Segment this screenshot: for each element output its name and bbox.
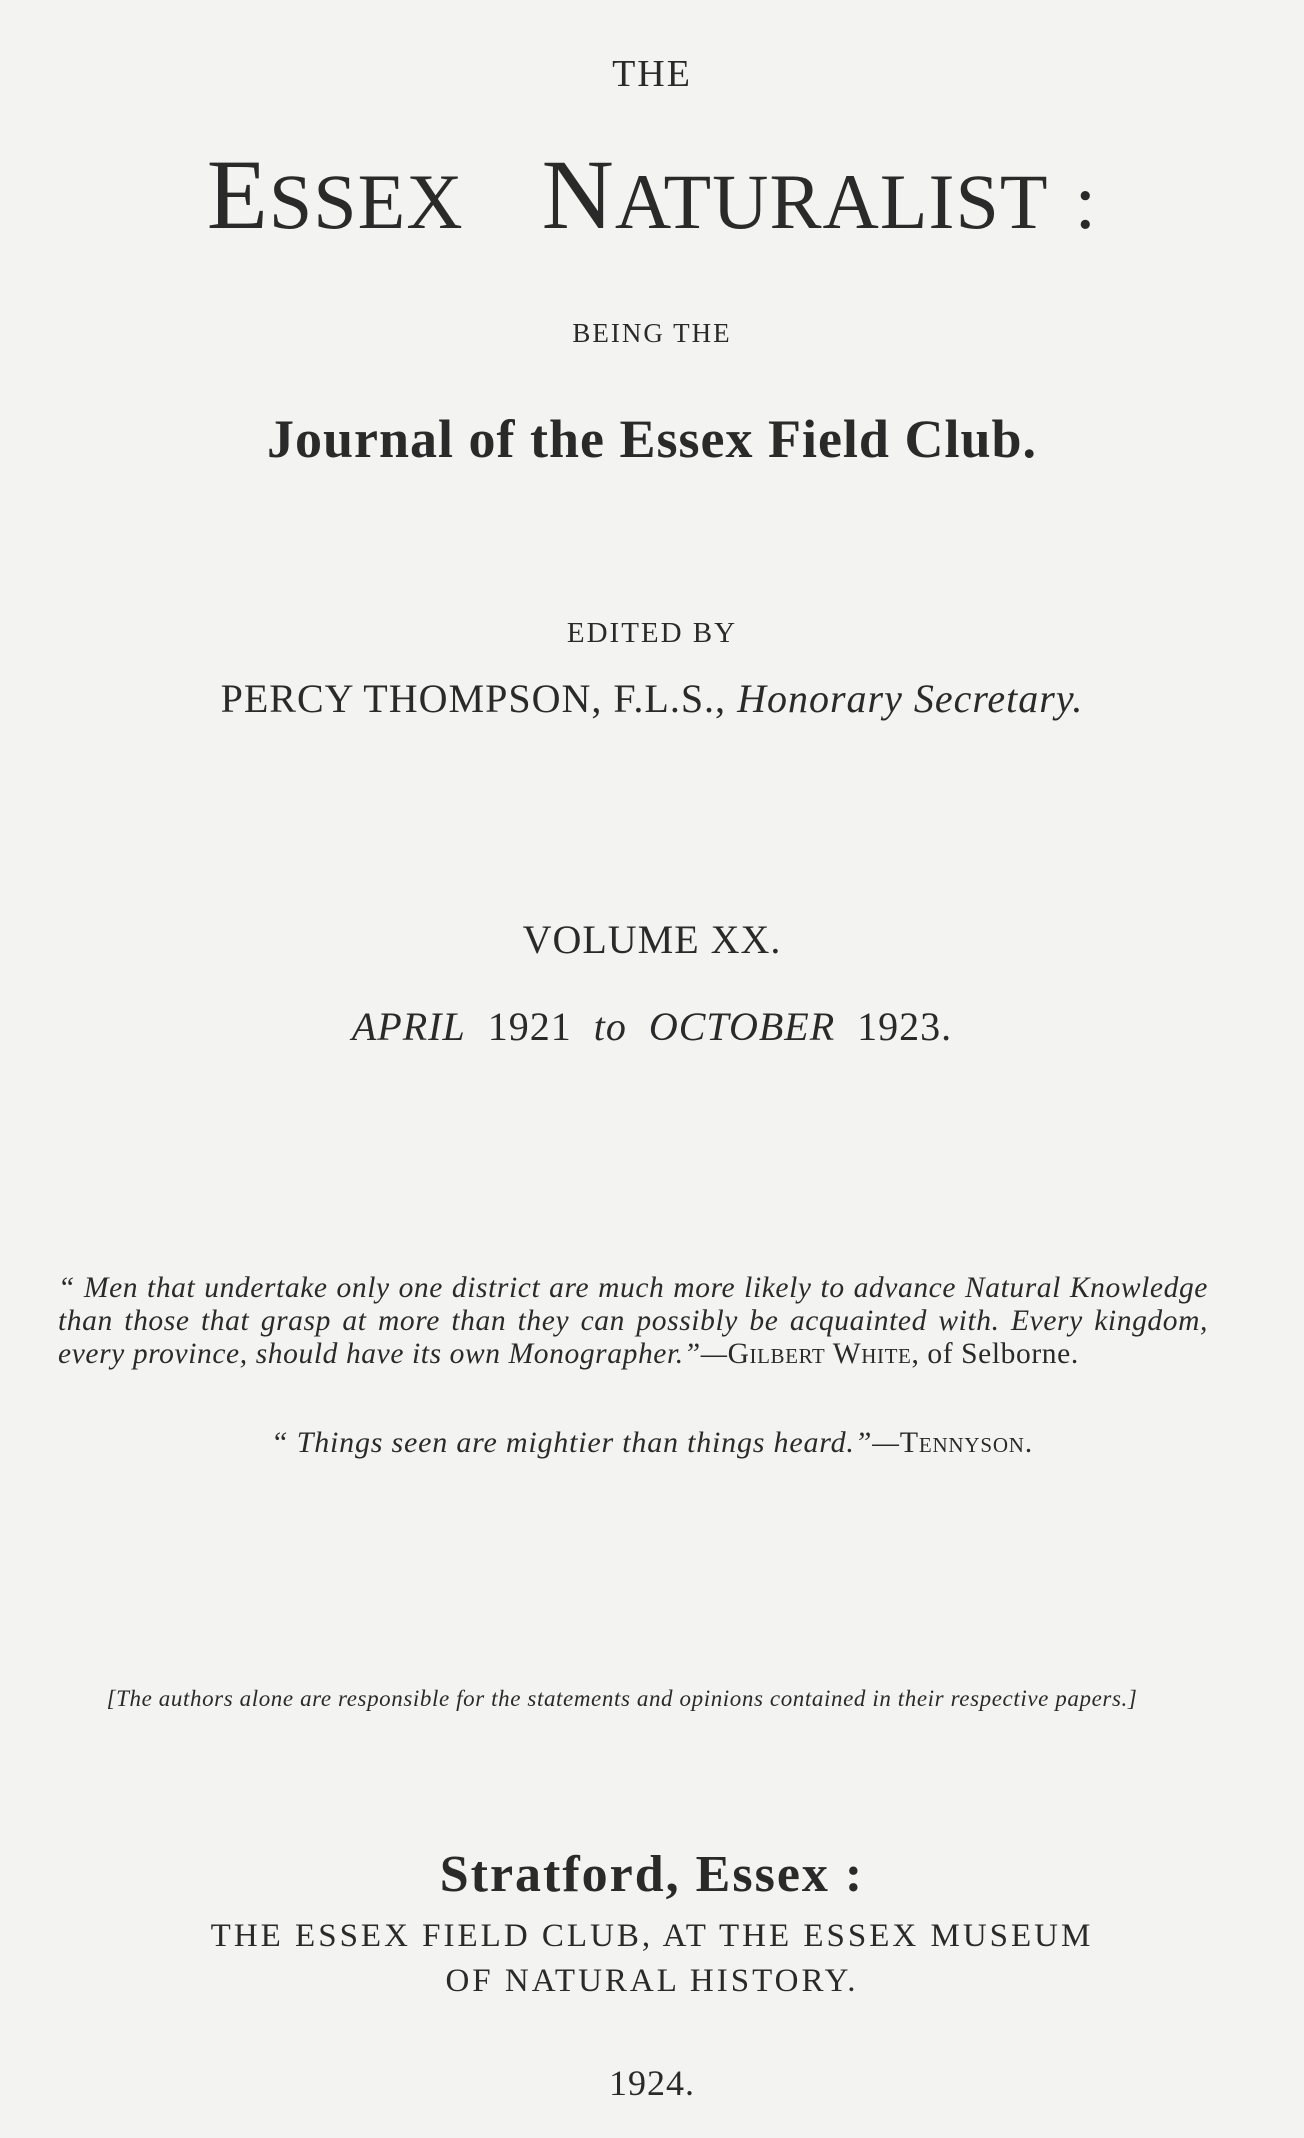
volume-label: VOLUME XX. [522,917,782,962]
tennyson-quote [0,1426,1304,1460]
publisher-line-2: OF NATURAL HISTORY. [445,1963,859,1999]
start-year: 1921 [487,1004,572,1049]
title-word-essex: SSEX [268,158,464,245]
title-word-naturalist: ATURALIST [614,158,1049,245]
editor-line [0,675,1304,722]
journal-subtitle: Journal of the Essex Field Club. [266,409,1038,469]
editor-name: PERCY THOMPSON, F.L.S., [220,676,727,721]
edited-by: EDITED BY [566,617,738,649]
journal-title [0,140,1304,250]
white-quote-text: “ Men that undertake only one district are much more likely to advance Natural Knowledge than those that grasp at more than they can possibly be acquainted with. Every kingdom, every province, should have its own Monographer.”— [58,1272,1208,1370]
tennyson-quote-text: “ Things seen are mightier than things heard.”— [270,1426,900,1459]
title-initial-e: E [206,139,269,250]
white-quote-author: Gilbert White, [727,1338,920,1370]
title-initial-n: N [541,139,615,250]
date-range [0,1003,1304,1050]
white-quote [58,1272,1208,1371]
end-year: 1923. [857,1004,953,1049]
title-colon: : [1074,158,1098,245]
start-month: APRIL [351,1004,466,1049]
being-the: BEING THE [572,318,732,348]
tennyson-quote-author: Tennyson. [899,1426,1034,1459]
publisher-line-1: THE ESSEX FIELD CLUB, AT THE ESSEX MUSEUM [210,1918,1094,1954]
editor-role: Honorary Secretary. [737,676,1084,721]
imprint-place: Stratford, Essex : [439,1846,865,1903]
white-quote-place: of Selborne. [927,1338,1079,1370]
imprint-year: 1924. [609,2063,695,2103]
disclaimer: [The authors alone are responsible for the statements and opinions contained in their respective papers.] [106,1686,1138,1711]
title-article: THE [612,53,692,95]
end-month: OCTOBER [648,1004,836,1049]
date-to: to [593,1004,627,1049]
